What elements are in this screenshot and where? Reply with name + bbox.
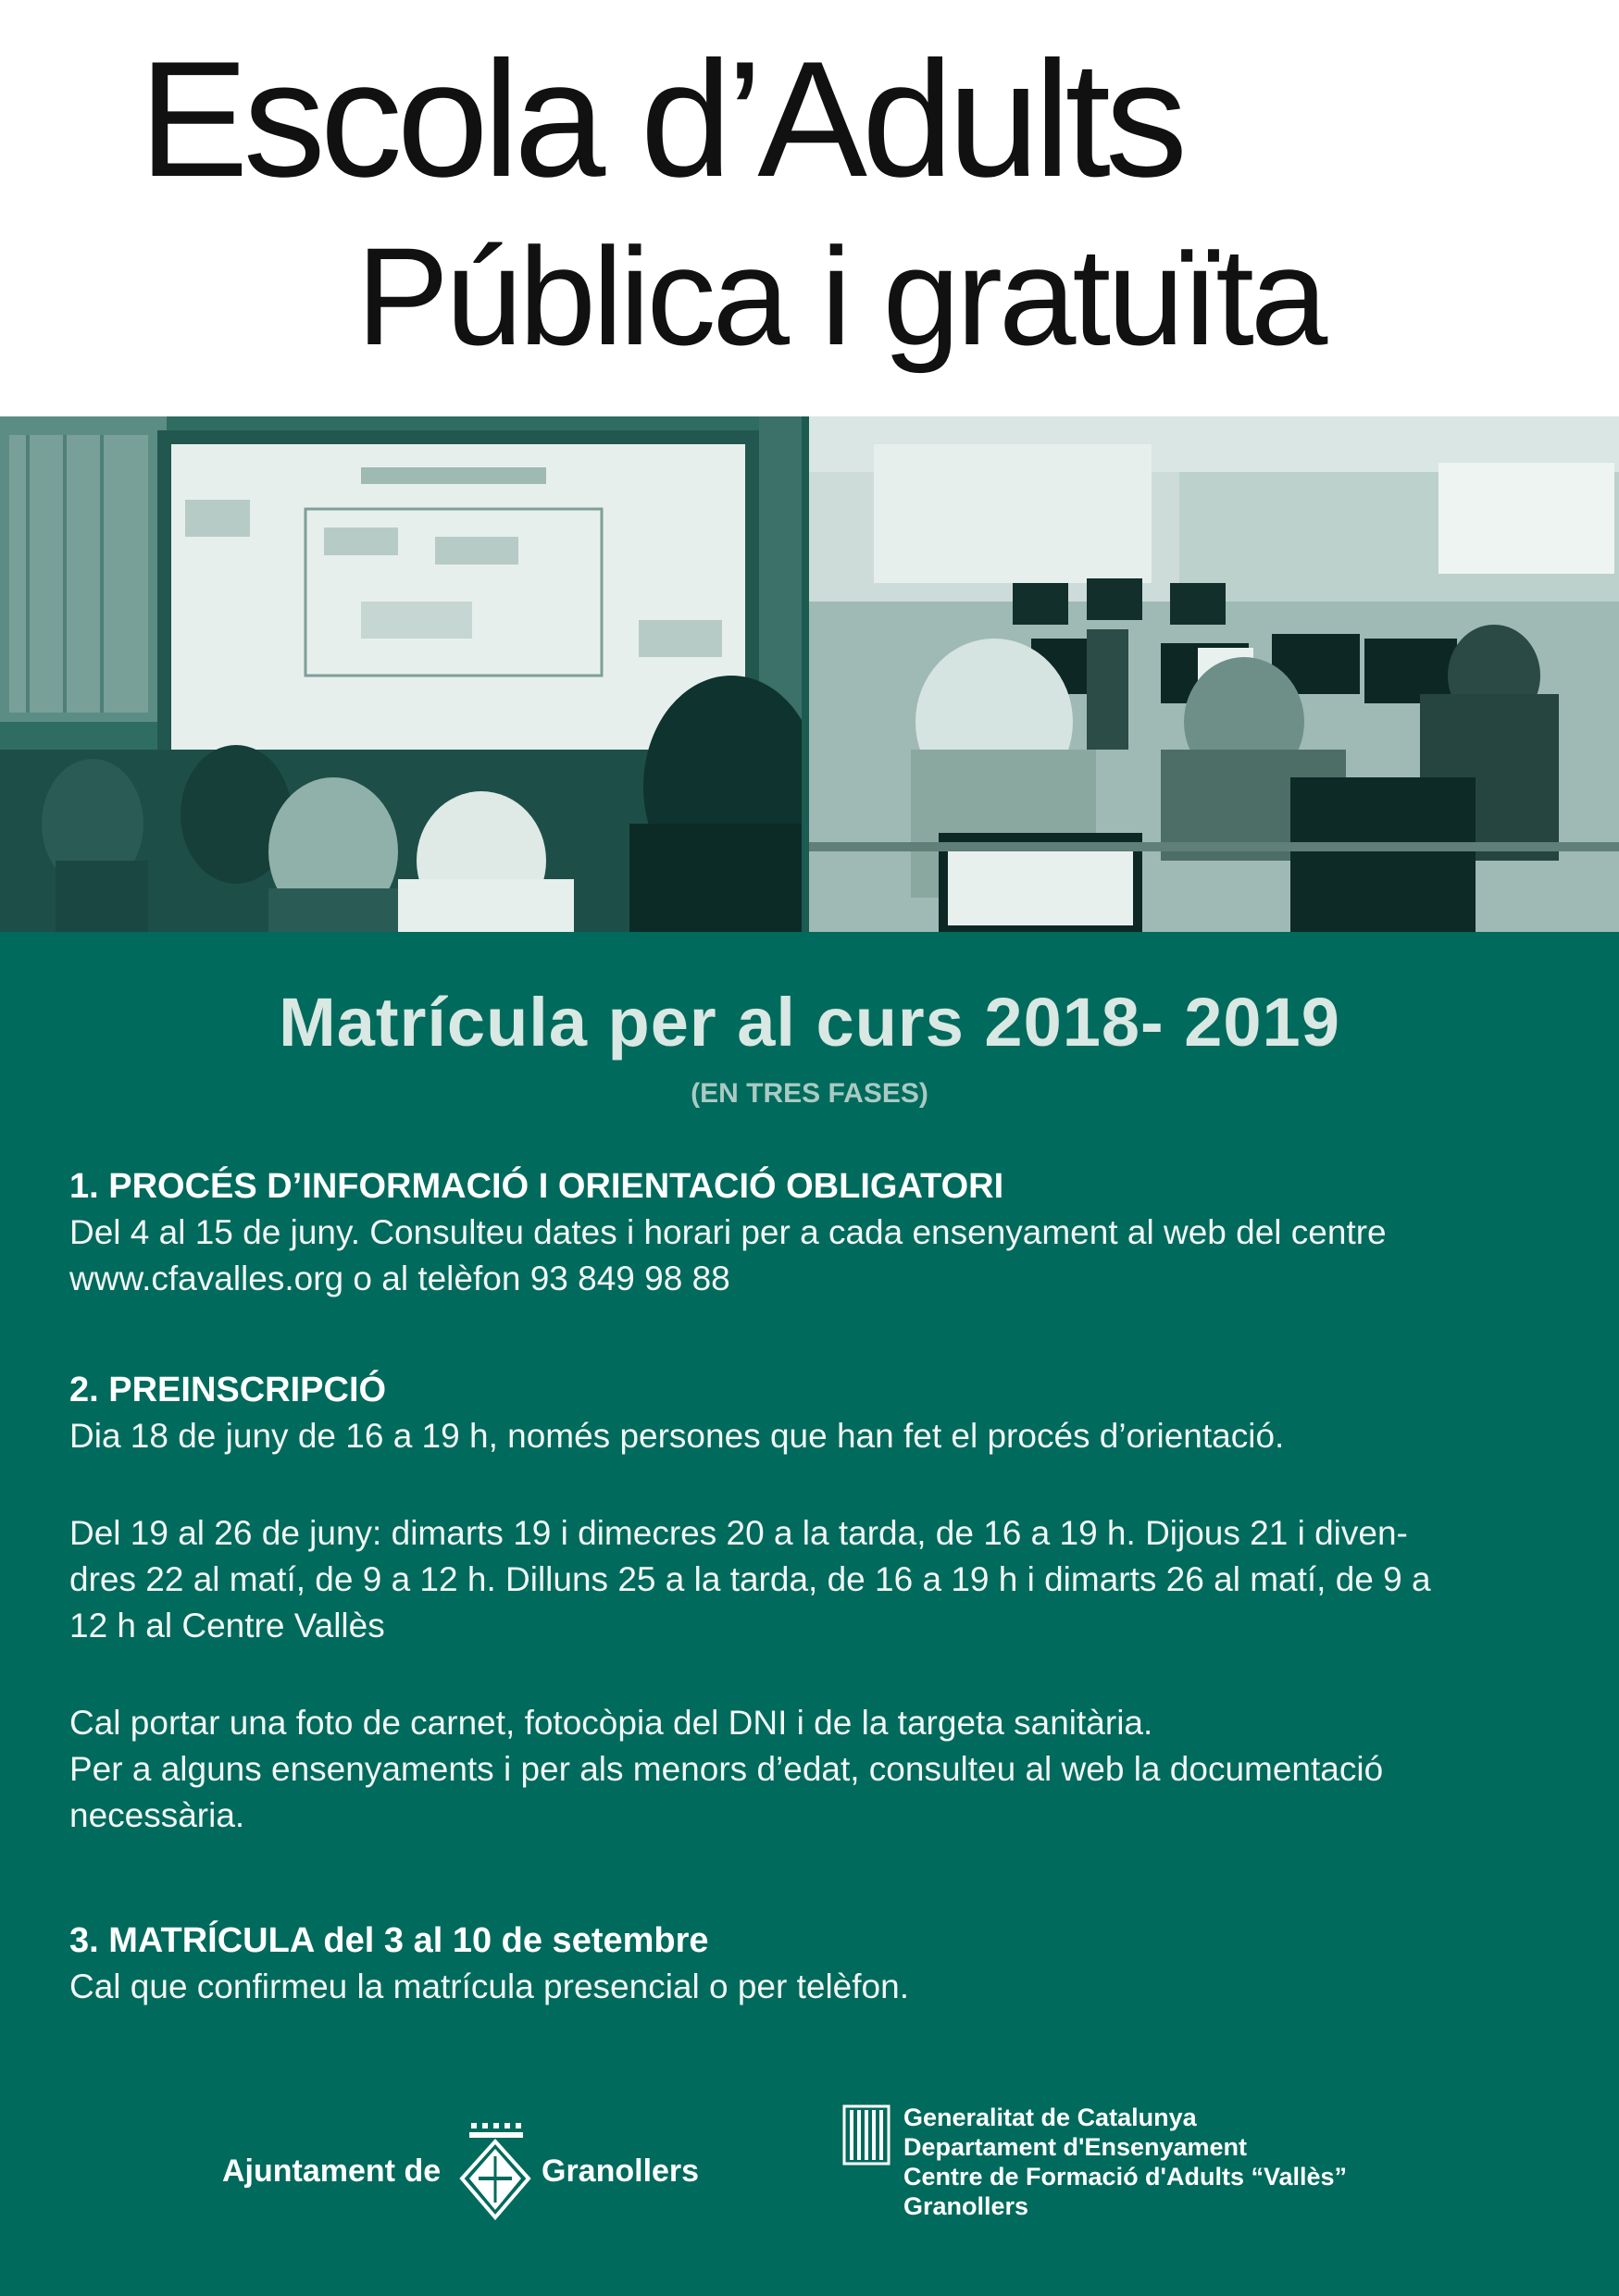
section-preinscription: [69, 1367, 1551, 1839]
section-1-heading: 1. PROCÉS D’INFORMACIÓ I ORIENTACIÓ OBLIGATORI: [69, 1167, 1004, 1206]
enrollment-panel: [0, 932, 1619, 2296]
generalitat-emblem-icon: [842, 2103, 890, 2167]
page-title: Escola d’Adults: [139, 27, 1182, 211]
section-3-heading: 3. MATRÍCULA del 3 al 10 de setembre: [69, 1921, 709, 1960]
section-2-line: necessària.: [69, 1796, 245, 1834]
ajuntament-city: Granollers: [542, 2153, 700, 2189]
generalitat-line: Departament d'Ensenyament: [903, 2133, 1248, 2161]
granollers-shield-icon: [458, 2121, 532, 2223]
header: [0, 0, 1619, 416]
ajuntament-label: Ajuntament de: [222, 2153, 442, 2189]
generalitat-line: Granollers: [903, 2192, 1029, 2220]
section-2-heading: 2. PREINSCRIPCIÓ: [69, 1371, 387, 1409]
photo-strip: [0, 416, 1619, 932]
section-information: [69, 1163, 1551, 1302]
section-2-line: Per a alguns ensenyaments i per als menors d’edat, consulteu al web la documentació: [69, 1750, 1384, 1788]
section-3-line: Cal que confirmeu la matrícula presencial o per telèfon.: [69, 1967, 909, 2005]
section-2-line: Cal portar una foto de carnet, fotocòpia del DNI i de la targeta sanitària.: [69, 1704, 1153, 1742]
section-2-line: Dia 18 de juny de 16 a 19 h, només persones que han fet el procés d’orientació.: [69, 1417, 1285, 1455]
generalitat-text: [903, 2103, 1347, 2221]
section-1-line: www.cfavalles.org o al telèfon 93 849 98 88: [69, 1260, 730, 1297]
generalitat-line: Generalitat de Catalunya: [903, 2104, 1197, 2131]
generalitat-line: Centre de Formació d'Adults “Vallès”: [903, 2163, 1348, 2191]
section-2-line: Del 19 al 26 de juny: dimarts 19 i dimecres 20 a la tarda, de 16 a 19 h. Dijous 21 i diven-: [69, 1514, 1408, 1552]
enrollment-subtitle: (EN TRES FASES): [691, 1078, 928, 1109]
generalitat-logo: [842, 2103, 1490, 2251]
page-subtitle: Pública i gratuïta: [356, 218, 1325, 374]
section-2-line: dres 22 al matí, de 9 a 12 h. Dilluns 25 a la tarda, de 16 a 19 h i dimarts 26 al matí, de 9 a: [69, 1560, 1431, 1598]
section-enrollment: [69, 1917, 1551, 2010]
ajuntament-logo: [222, 2121, 704, 2223]
classroom-presentation-photo: [0, 416, 802, 932]
enrollment-title: Matrícula per al curs 2018- 2019: [279, 984, 1340, 1061]
section-1-line: Del 4 al 15 de juny. Consulteu dates i horari per a cada ensenyament al web del centre: [69, 1213, 1387, 1251]
section-2-line: 12 h al Centre Vallès: [69, 1607, 385, 1644]
computer-lab-photo: [809, 416, 1619, 932]
